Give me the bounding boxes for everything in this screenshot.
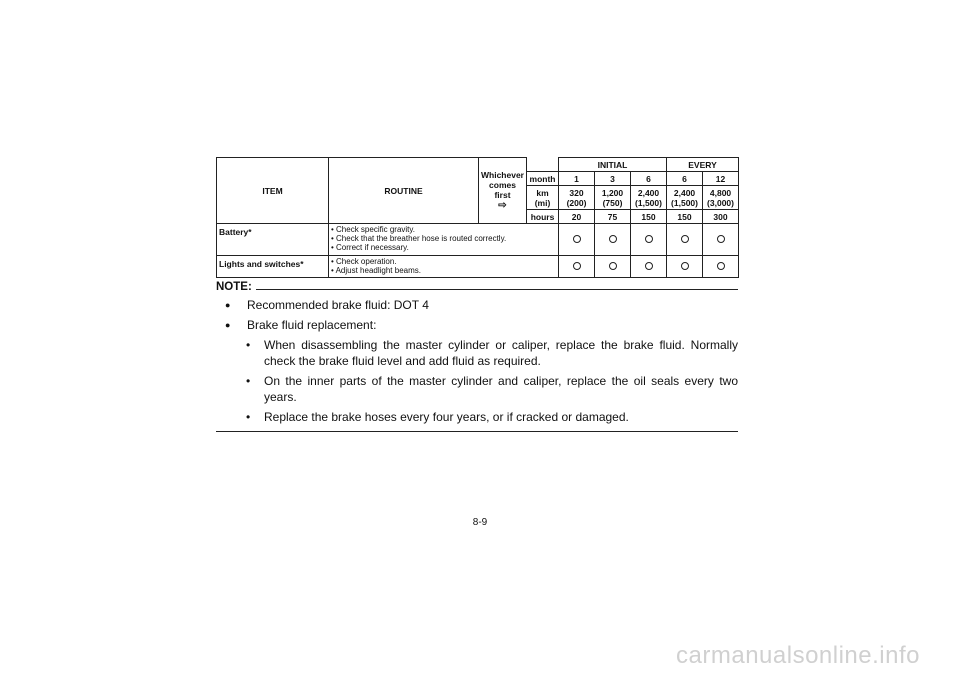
check-circle-icon [717, 235, 725, 243]
list-item [216, 373, 738, 405]
routine-header: ROUTINE [329, 158, 479, 224]
item-cell: Battery* [217, 224, 329, 256]
maintenance-table [216, 157, 739, 278]
note-section [216, 281, 738, 432]
routine-line: • Correct if necessary. [331, 243, 556, 252]
routine-line: • Adjust headlight beams. [331, 266, 556, 275]
month-value: 1 [559, 172, 595, 186]
initial-header: INITIAL [559, 158, 667, 172]
list-item [216, 317, 738, 333]
sub-bullet-text: On the inner parts of the master cylinder and caliper, replace the oil seals every two years. [264, 374, 738, 404]
divider [256, 289, 738, 290]
check-circle-icon [717, 262, 725, 270]
check-circle-icon [645, 262, 653, 270]
dot-icon: • [246, 410, 251, 424]
check-circle-icon [573, 262, 581, 270]
every-header: EVERY [667, 158, 739, 172]
divider [216, 431, 738, 432]
dot-icon: • [246, 338, 251, 352]
sub-bullet-text: Replace the brake hoses every four years, or if cracked or damaged. [264, 410, 629, 424]
page-number: 8-9 [472, 517, 488, 528]
whichever-cell [479, 158, 527, 224]
bullet-icon: ● [225, 300, 231, 310]
km-value: 4,800 (3,000) [703, 186, 739, 210]
hours-value: 150 [667, 210, 703, 224]
routine-line: • Check that the breather hose is routed correctly. [331, 234, 556, 243]
check-circle-icon [573, 235, 581, 243]
list-item [216, 297, 738, 313]
whichever-text: Whichever comes first [481, 170, 524, 200]
list-item [216, 409, 738, 425]
month-value: 12 [703, 172, 739, 186]
note-title: NOTE: [216, 281, 252, 293]
km-value: 1,200 (750) [595, 186, 631, 210]
km-label: km (mi) [527, 186, 559, 210]
km-value: 320 (200) [559, 186, 595, 210]
note-header [216, 281, 738, 293]
hours-value: 75 [595, 210, 631, 224]
item-cell: Lights and switches* [217, 256, 329, 278]
check-circle-icon [681, 235, 689, 243]
hours-label: hours [527, 210, 559, 224]
bullet-icon: ● [225, 320, 231, 330]
month-value: 6 [667, 172, 703, 186]
table-row [217, 256, 739, 278]
km-value: 2,400 (1,500) [631, 186, 667, 210]
hours-value: 300 [703, 210, 739, 224]
routine-line: • Check specific gravity. [331, 225, 556, 234]
month-value: 6 [631, 172, 667, 186]
sub-bullet-text: When disassembling the master cylinder or caliper, replace the brake fluid. Normally check the brake fluid level and add fluid as required. [264, 338, 738, 368]
routine-cell [329, 224, 559, 256]
hours-value: 20 [559, 210, 595, 224]
month-value: 3 [595, 172, 631, 186]
watermark: carmanualsonline.info [676, 642, 920, 669]
check-circle-icon [609, 262, 617, 270]
table-row [217, 224, 739, 256]
routine-cell [329, 256, 559, 278]
check-circle-icon [609, 235, 617, 243]
dot-icon: • [246, 374, 251, 388]
bullet-text: Brake fluid replacement: [247, 318, 377, 332]
month-label: month [527, 172, 559, 186]
km-value: 2,400 (1,500) [667, 186, 703, 210]
check-circle-icon [645, 235, 653, 243]
item-header: ITEM [217, 158, 329, 224]
hours-value: 150 [631, 210, 667, 224]
list-item [216, 337, 738, 369]
bullet-text: Recommended brake fluid: DOT 4 [247, 298, 429, 312]
routine-line: • Check operation. [331, 257, 556, 266]
check-circle-icon [681, 262, 689, 270]
arrow-right-icon: ⇨ [498, 200, 507, 211]
